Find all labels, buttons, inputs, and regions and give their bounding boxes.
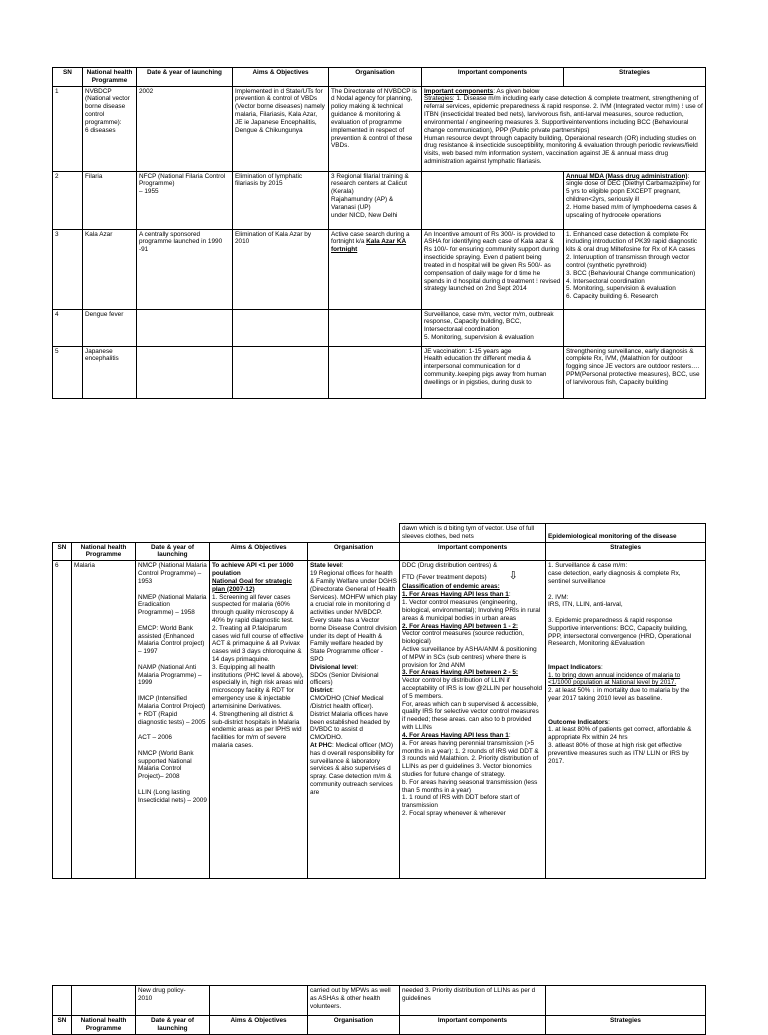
strat-impact-1: 1. to bring down annual incidence of malaria to <1/1000 population at National level by 2017. [548,671,681,687]
col-components: Important components [422,68,564,87]
col-programme: National health Programme [72,542,136,561]
cell-aims [210,561,308,879]
comp-area-4: 4. For Areas Having API less than 1 [402,731,509,739]
cell-components: needed 3. Priority distribution of LLINs as per d guidelines [400,986,546,1016]
components-heading-tail: : As given below [493,87,540,95]
table-row [53,86,706,171]
programme-table-1 [52,67,706,399]
cell-org: 3 Regional filarial training & research centers at Calicut (Kerala) Rajahamundry (AP) & Varanasi (UP) under NICD, New Delhi [329,171,422,229]
cell-components: dawn which is d biting tym of vector. Use of full sleeves clothes, bed nets [400,524,546,543]
comp-area-2: 2. For Areas Having API between 1 - 2: [402,622,519,630]
cell-sn: 6 [53,561,72,879]
cell-strategies: 1. Enhanced case detection & complete Rx including introduction of PK39 rapid diagnostic kits & oral drug Miltefosine for Rx of KA cases 2. Interuuption of transmissn through vector control (synthetic pyrethroid) 3. BCC (Behavioural Change communication) 4. Intersectoral coordination 5. Monitoring, supervision & evaluation 6. Capacity building 6. Research [564,229,706,309]
strat-impact-label: Impact Indicators [548,663,601,671]
cell-aims [233,309,329,346]
comp-area-1-body: : 1. Vector control measures (engineering, biological, environmental); Involving PRIs in rural areas & municipal bodies in urban areas [402,591,541,622]
cell-sn: 4 [53,309,83,346]
cell-programme: Kala Azar [83,229,137,309]
cell-org: The Directorate of NVBDCP is d Nodal agency for planning, policy making & technical guidance & monitoring & evaluation of programme implemented in respect of prevention & control of these VBDs. [329,86,422,171]
col-strategies: Strategies [564,68,706,87]
col-sn: SN [53,68,83,87]
strategies-body: : single dose of DEC (Diethyl Carbamazipine) for 5 yrs to eligible popn EXCEPT pregnant, children<2yrs, seriously ill 2. Home based m/m of lymphoedema cases & upscaling of hydrocele operations [566,172,701,219]
comp-area-3: 3. For Areas Having API between 2 - 5: [402,669,519,677]
cell-org [329,229,422,309]
col-aims: Aims & Objectives [210,542,308,561]
cell-aims: Elimination of Kala Azar by 2010 [233,229,329,309]
components-body: : 1. Disease m/m including early case detection & complete treatment, strengthening of referral services, epidemic preparedness & rapid response. 2. IVM (Integrated vector m/m) ⁝ use of ITBN (insecticidal treated bed nets), larvivorous fish, anti-larval measures, source reduction, environmental / engineering measures 3. Supportiveinterventions including BCC (Behavioural change communication), PPP (Public private partnerships) Human resource devpt through capacity building, Operaional research (OR) including studies on drug resistance & insecticide susceptibility, monitoring & evaluation through periodic reviews/field visits, web based m/m information system, vaccination against JE & annual mass drug administration against lymphatic filariasis. [424,95,703,165]
cell-org [308,561,400,879]
cell-sn: 2 [53,171,83,229]
header-row [53,68,706,87]
cell-org [329,309,422,346]
comp-area-4-body: : a. For areas having perennial transmission (>5 months in a year): 1. 2 rounds of IRS wid DDT & 3 rounds wid Malathion. 2. Priority distribution of LLINs as per d guidelines 3. Vector bionomics studies for future change of strategy. b. For areas having seasonal transmission (less than 5 months in a year) 1. 1 round of IRS with DDT before start of transmission 2. Focal spray whenever & wherever [402,731,539,818]
cell-components: JE vaccination: 1-15 years age Health education thr different media & interpersonal communication for d community..keeping pigs away from human dwellings or in pigsties, during dusk to [422,346,564,398]
carry-row [53,524,706,543]
org-dist-body: : CMO/DHO (Chief Medical /District health officer). District Malaria offices have been established headed by DVBDC to assist d CMO/DHO. [310,687,390,742]
table-row [53,346,706,398]
cell-strategies [564,309,706,346]
comp-area-2-body: Vector control measures (source reduction, biological) Active surveillance by ASHA/ANM & positioning of MPW in SCs (sub centres) where there is provision for 2nd ANM [402,630,537,669]
cell-aims [233,346,329,398]
cell-date: A centrally sponsored programme launched in 1990 -91 [137,229,233,309]
col-sn: SN [53,542,72,561]
cell-sn: 1 [53,86,83,171]
cell-sn: 5 [53,346,83,398]
col-aims: Aims & Objectives [210,1016,308,1035]
table-row [53,171,706,229]
comp-area-3-body: Vector control by distribution of LLIN if acceptability of IRS is low @2LLIN per household of 5 members. For, areas which can b supervised & accessible, quality IRS for selective vector control measures if needed; these areas. can also to b provided with LLINs [402,677,543,732]
cell-programme: Dengue fever [83,309,137,346]
org-div-body: : SDOs (Senior Divisional officers) [310,663,379,687]
aims-goal: To achieve API <1 per 1000 poulation [212,562,294,578]
carry-row [53,986,706,1016]
cell-programme: Filaria [83,171,137,229]
table-row [53,309,706,346]
col-programme: National health Programme [72,1016,136,1035]
col-date: Date & year of launching [136,542,210,561]
col-components: Important components [400,1016,546,1035]
cell-components: An Incentive amount of Rs 300/- is provided to ASHA for identifying each case of Kala azar & Rs 100/- for ensuring community support during insecticide spraying. Even d patient being treated in d hospital will be given Rs 500/- as compensation of daily wage for d time he spends in d hospital during d treatment ⁝ revised strategy launched on 2nd Sept 2014 [422,229,564,309]
header-row [53,542,706,561]
aims-national-goal: National Goal for strategic plan (2007-12) [212,577,292,593]
col-org: Organisation [308,1016,400,1035]
col-date: Date & year of launching [136,1016,210,1035]
cell-strategies: Strengthening surveillance, early diagnosis & complete Rx, IVM, (Malathion for outdoor fogging since JE vectors are outdoor resters…. PPM(Personal protective measures), BCC, use of larvivorous fish, Capacity building [564,346,706,398]
col-programme: National health Programme [83,68,137,87]
cell-programme: NVBDCP (National vector borne disease control programme): 6 diseases [83,86,137,171]
down-arrow-icon: ⇩ [508,570,518,583]
col-date: Date & year of launching [137,68,233,87]
cell-aims: Elimination of lymphatic filariasis by 2015 [233,171,329,229]
comp-intro: DDC (Drug distribution centres) & FTD (Fever treatment depots) [402,562,498,582]
cell-date: New drug policy- 2010 [136,986,210,1016]
cell-programme: Malaria [72,561,136,879]
cell-programme: Japanese encephalitis [83,346,137,398]
col-org: Organisation [308,542,400,561]
cell-date: NFCP (National Filaria Control Programme) – 1955 [137,171,233,229]
cell-org: carried out by MPWs as well as ASHAs & other health volunteers. [308,986,400,1016]
org-state-label: State level [310,562,342,570]
cell-sn: 3 [53,229,83,309]
cell-strategies: 1. Surveillance & case m/m: case detection, early diagnosis & complete Rx, sentinel surveillance 2. IVM: IRS, ITN, LLIN, anti-larval, 3. Epidemic preparedness & rapid response Supportive interventions: BCC, Capacity building, PPP, intersectoral convergence (HRD, Operational Research, Monitoring &Evaluation Impact Indicators: 1. to bring down annual incidence of malaria to <1/1000 population at National level by 2017. 2. at least 50% ↓ in mortality due to malaria by the year 2017 taking 2010 level as baseline. Outcome Indicators: 1. at least 80% of patients get correct, affordable & appropriate Rx within 24 hrs 3. atleast 80% of those at high risk get effective preventive measures such as ITN/ LLIN or IRS by 2017. [546,561,706,879]
col-aims: Aims & Objectives [233,68,329,87]
org-phc-label: At PHC [310,741,333,749]
cell-strategies: Epidemiological monitoring of the disease [546,524,706,543]
strat-top: 1. Surveillance & case m/m: case detection, early diagnosis & complete Rx, sentinel surveillance 2. IVM: IRS, ITN, LLIN, anti-larval, 3. Epidemic preparedness & rapid response Supportive interventions: BCC, Capacity building, PPP, intersectoral convergence (HRD, Operational Research, Monitoring &Evaluation [548,562,692,648]
col-strategies: Strategies [546,1016,706,1035]
org-state-body: : 19 Regional offices for health & Family Welfare under DGHS (Directorate General of Health Services). MOHFW which play a crucial role in monitoring d activities under NVBDCP. Every state has a Vector borne Disease Control division under its dept of Health & Family welfare headed by State Programme officer - SPO [310,562,397,663]
strat-outcome-body: : 1. at least 80% of patients get correct, affordable & appropriate Rx within 24 hrs 3. atleast 80% of those at high risk get effective preventive measures such as ITN/ LLIN or IRS by 2017. [548,718,692,765]
header-row [53,1016,706,1035]
col-strategies: Strategies [546,542,706,561]
cell-date: NMCP (National Malaria Control Programme) – 1953 NMEP (National Malaria Eradication Programme) – 1958 EMCP: World Bank assisted (Enhanced Malaria Control project) – 1997 NAMP (National Anti Malaria Programme) – 1999 IMCP (Intensified Malaria Control Project) + RDT (Rapid diagnostic tests) – 2005 ACT – 2006 NMCP (World Bank supported National Malaria Control Project)– 2008 LLIN (Long lasting Insecticidal nets) – 2009 [136,561,210,879]
org-div-label: Divisional level [310,663,357,671]
cell-aims: Implemented in d State/UTs for prevention & control of VBDs (Vector borne diseases) namely malaria, Filariasis, Kala Azar, JE ie Japanese Encephalitis, Dengue & Chikungunya [233,86,329,171]
strategies-label: Strategies [424,95,453,103]
col-org: Organisation [329,68,422,87]
table-row [53,229,706,309]
cell-date [137,346,233,398]
strat-outcome-label: Outcome Indicators [548,718,609,726]
cell-components [422,171,564,229]
cell-components: Surveillance, case m/m, vector m/m, outbreak response, Capacity building, BCC, Intersectoraal coordination 5. Monitoring, supervision & evaluation [422,309,564,346]
strategies-heading: Annual MDA (Mass drug administration) [566,172,688,180]
cell-date [137,309,233,346]
cell-components [422,86,706,171]
aims-list: 1. Screening all fever cases suspected for malaria (60% through quality microscopy & 40% by rapid diagnostic test. 2. Treating all P.falciparum cases wid full course of effective ACT & primaquine & all P.vivax cases wid 3 days chloroquine & 14 days primaquine. 3. Equipping all health institutions (PHC level & above), especially in, high risk areas wid microscopy facility & RDT for emergency use & injectable artemisinine Derivatives. 4. Strengthening all district & sub-district hospitals in Malaria endemic areas as per IPHS wid facilities for m/m of severe malaria cases. [212,593,304,749]
table-row [53,561,706,879]
org-phc-body: : Medical officer (MO) has d overall responsibility for surveillance & laboratory services & also supervises d spray. Case detection m/m & community outreach services are [310,741,395,796]
cell-org [329,346,422,398]
org-bold: Kala Azar KA fortnight [331,238,407,254]
programme-table-3 [52,985,706,1035]
comp-classification: Classification of endemic areas: [402,583,500,591]
org-dist-label: District [310,687,333,695]
comp-area-1: 1. For Areas Having API less than 1 [402,591,509,599]
col-components: Important components [400,542,546,561]
programme-table-2 [52,523,706,879]
cell-date: 2002 [137,86,233,171]
cell-components [400,561,546,879]
components-heading: Important components [424,87,494,95]
cell-strategies [564,171,706,229]
org-text: Active case search during a fortnight k/a [331,230,410,246]
strat-impact-2: 2. at least 50% ↓ in mortality due to malaria by the year 2017 taking 2010 level as baseline. [548,687,690,703]
col-sn: SN [53,1016,72,1035]
